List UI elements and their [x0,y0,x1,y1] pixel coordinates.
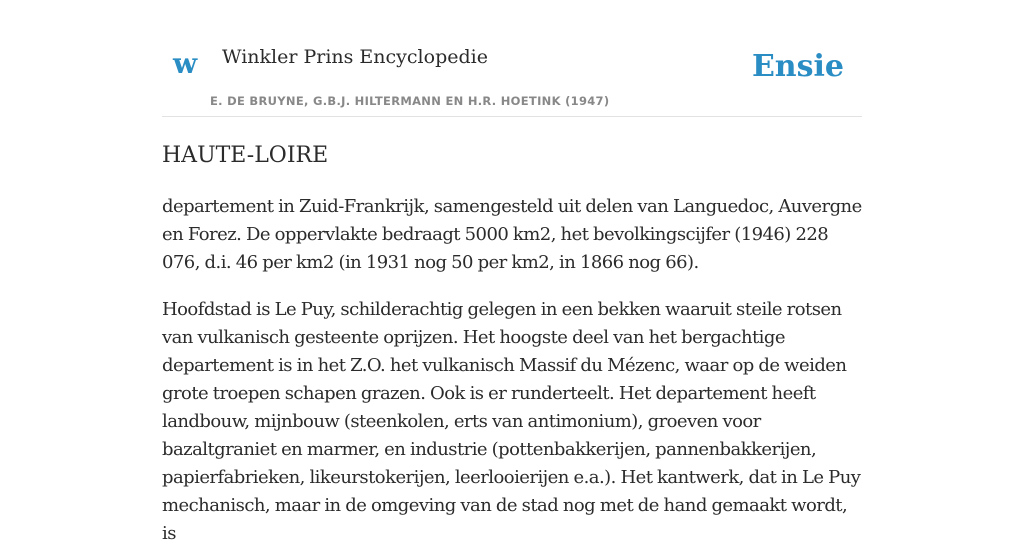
entry-paragraph-1: departement in Zuid-Frankrijk, samengesteld uit delen van Languedoc, Auvergne en Forez. De oppervlakte bedraagt 5000 km2, het bevolkingscijfer (1946) 228 076, d.i. 46 per km2 (in 1931 nog 50 per km2, in 1866 nog 66). [162,196,862,274]
source-title-link[interactable]: Winkler Prins Encyclopedie [222,46,488,68]
entry-title: HAUTE-LOIRE [162,143,329,168]
winkler-prins-logo-icon[interactable]: w [173,47,198,80]
article-page [162,0,862,545]
entry-paragraph-2: Hoofdstad is Le Puy, schilderachtig gelegen in een bekken waaruit steile rotsen van vulkanisch gesteente oprijzen. Het hoogste deel van het bergachtige departement is in het Z.O. het vulkanisch Massif du Mézenc, waar op de weiden grote troepen schapen grazen. Ook is er runderteelt. Het departement heeft landbouw, mijnbouw (steenkolen, erts van antimonium), groeven voor bazaltgraniet en marmer, en industrie (pottenbakkerijen, pannenbakkerijen, papierfabrieken, likeurstokerijen, leerlooierijen e.a.). Het kantwerk, dat in Le Puy mechanisch, maar in de omgeving van de stad nog met de hand gemaakt wordt, is [162,299,861,545]
source-header [162,0,862,117]
source-authors: E. DE BRUYNE, G.B.J. HILTERMANN EN H.R. HOETINK (1947) [210,94,610,108]
ensie-brand-logo[interactable]: Ensie [751,49,844,84]
